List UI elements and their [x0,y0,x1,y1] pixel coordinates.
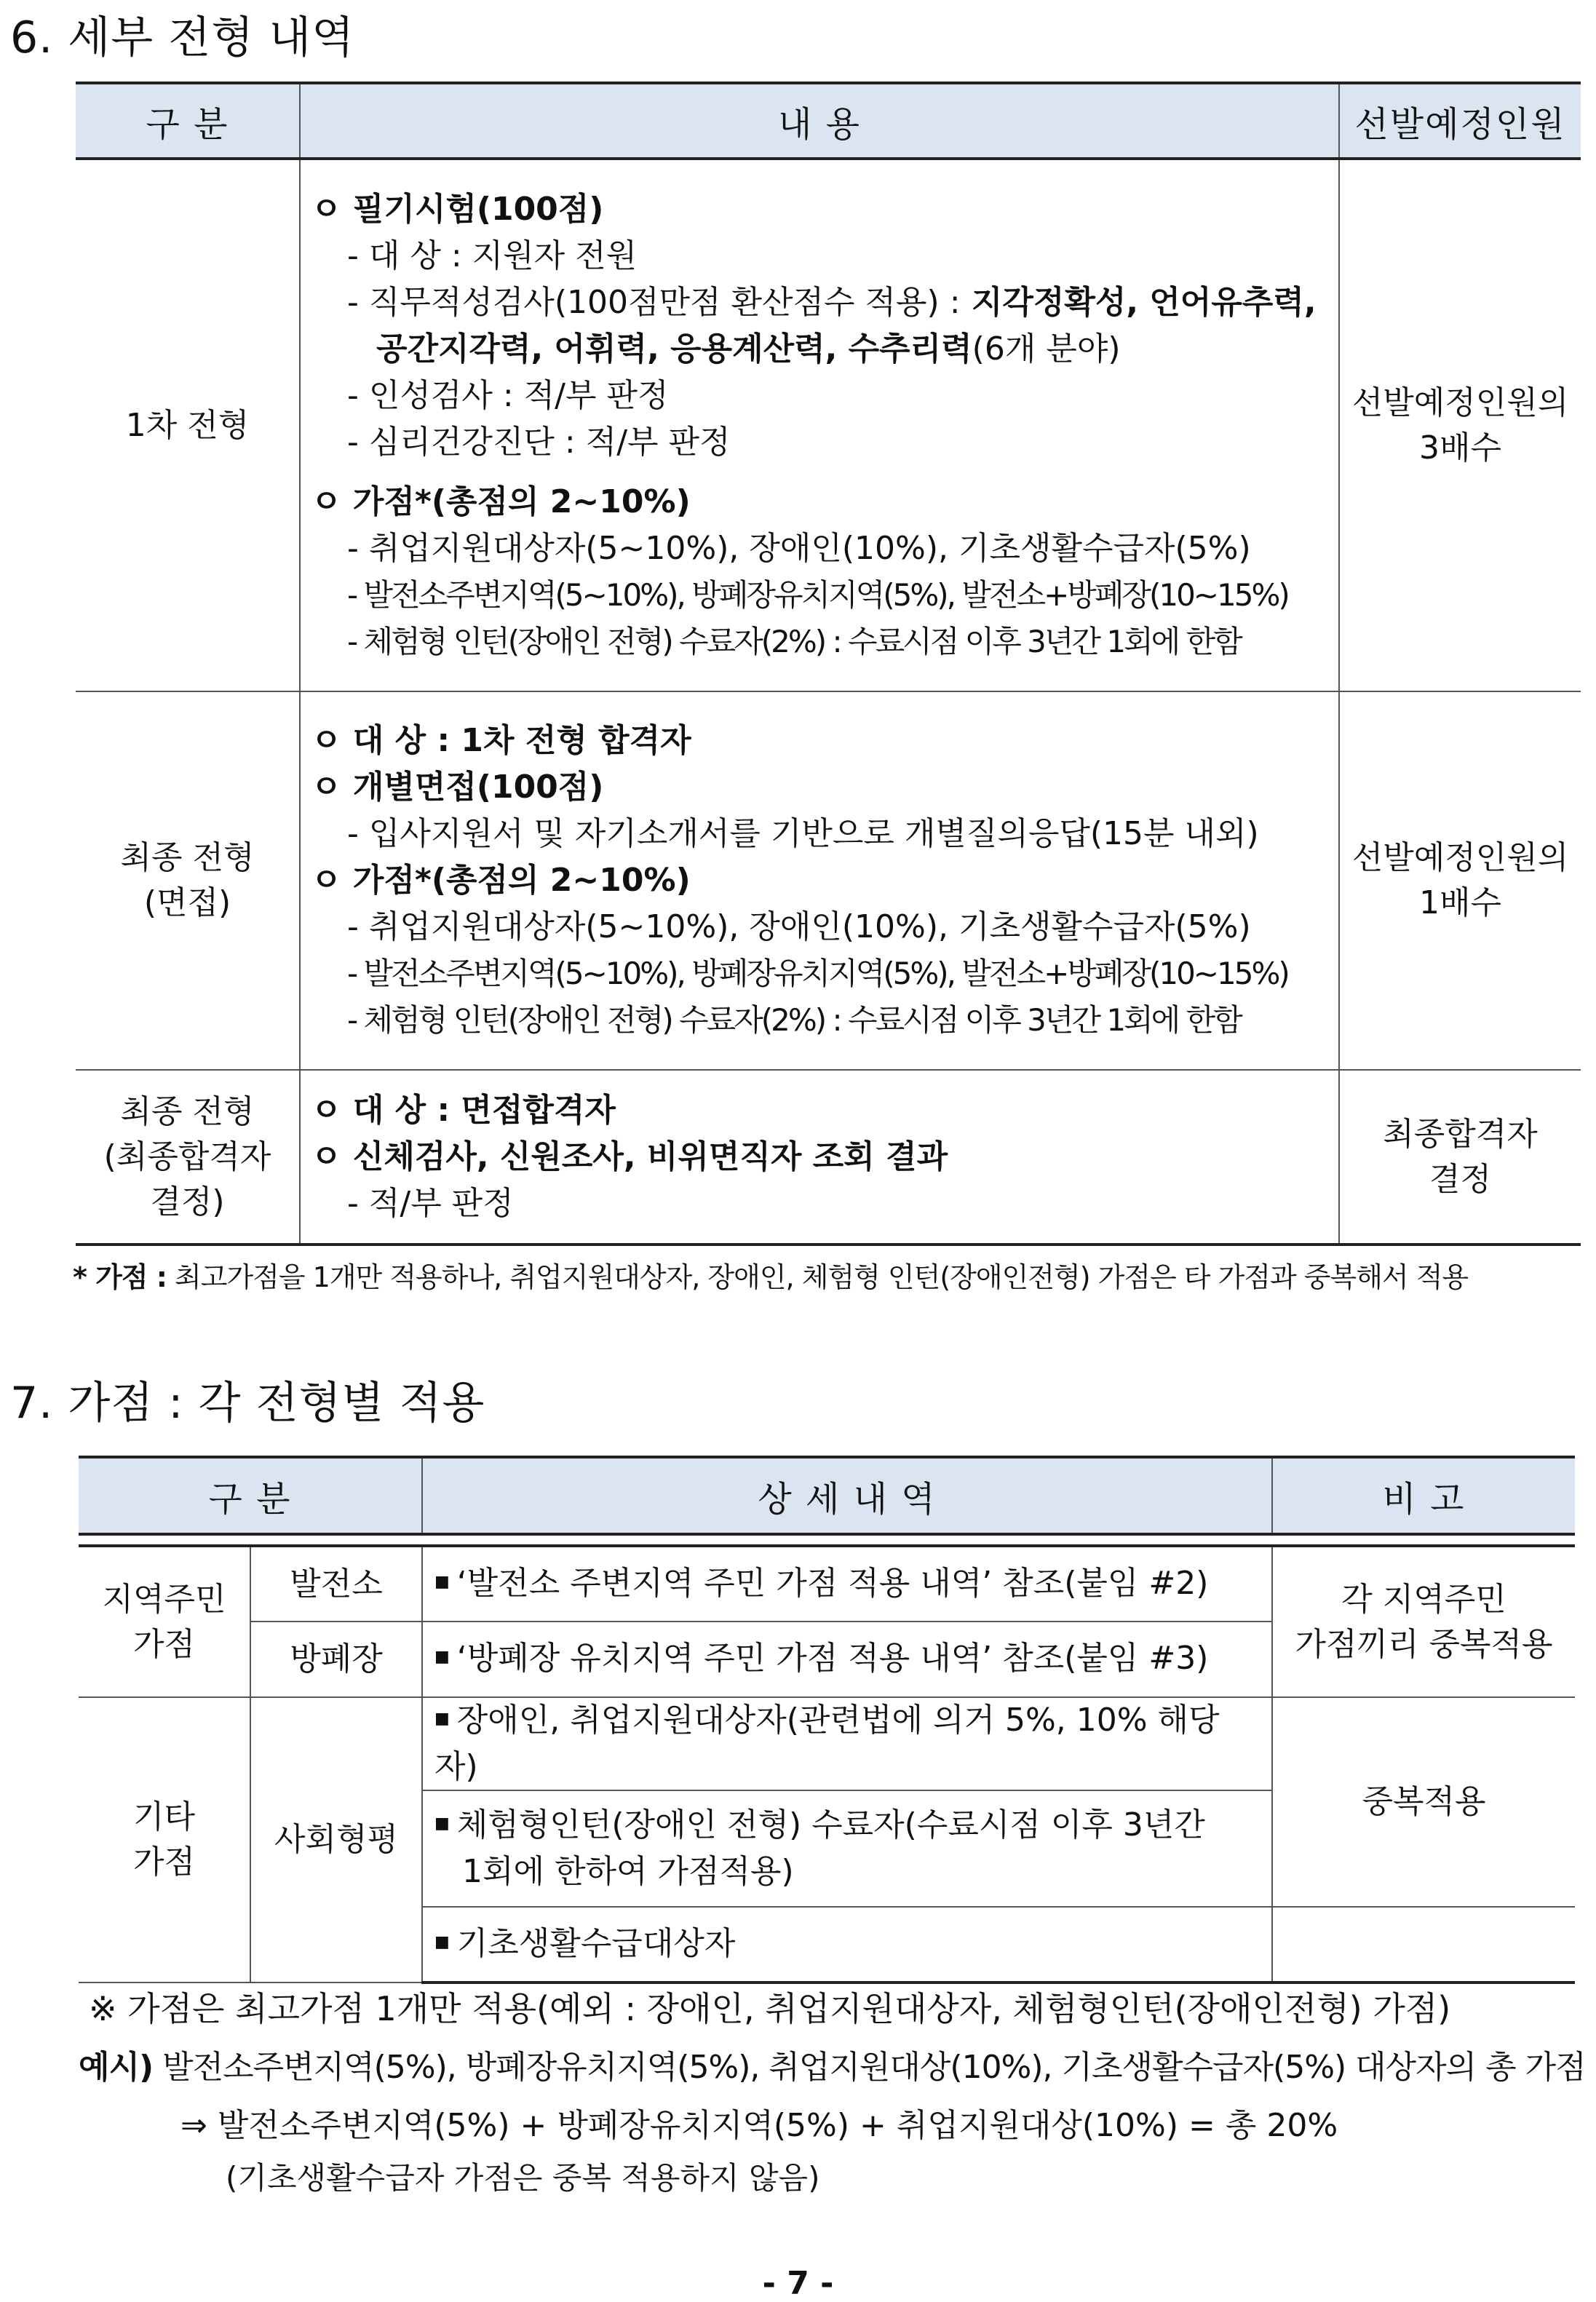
row-category [76,159,300,691]
bonus-points-table [79,1456,1575,1984]
table-row [76,691,1581,1070]
detail-intern-text-1: 체험형인턴(장애인 전형) 수료자(수료시점 이후 3년간 [456,1806,1205,1843]
detail-waste-site [422,1622,1272,1697]
row-category-line: (면접) [143,884,231,921]
content-item: ㅇ 필기시험(100점) [311,190,604,228]
example-calc: ⇒ 발전소주변지역(5%) + 방폐장유치지역(5%) + 취업지원대상(10%) = 총 20% [180,2107,1338,2144]
detail-waste-site-text: ‘방폐장 유치지역 주민 가점 적용 내역’ 참조(붙임 #3) [456,1640,1209,1677]
remark-regional [1272,1546,1575,1697]
header-quota: 선발예정인원 [1339,83,1581,159]
square-bullet-icon: ■ [434,1710,450,1728]
remark-other: 중복적용 [1272,1697,1575,1907]
example-text: 발전소주변지역(5%), 방폐장유치지역(5%), 취업지원대상(10%), 기초생활수급자(5%) 대상자의 총 가점 [153,2049,1586,2086]
bonus-note-text: 최고가점을 1개만 적용하나, 취업지원대상자, 장애인, 체험형 인턴(장애인전형) 가점은 타 가점과 중복해서 적용 [166,1261,1469,1293]
row-category-line: 최종 전형 [120,1092,255,1130]
square-bullet-icon: ■ [434,1814,450,1833]
example-note: (기초생활수급자 가점은 중복 적용하지 않음) [226,2160,820,2196]
header-remark: 비 고 [1272,1457,1575,1534]
group-regional [79,1546,250,1697]
table-header-row [79,1457,1575,1534]
group-regional-line-1: 지역주민 [102,1580,226,1618]
row-quota-line: 최종합격자 [1383,1115,1538,1153]
content-subitem [311,279,1328,326]
row-category [76,1070,300,1245]
group-other-line-2: 가점 [132,1843,195,1881]
table-header-row [76,83,1581,159]
table-row [79,1697,1575,1790]
content-subitem: - 심리건강진단 : 적/부 판정 [347,423,731,461]
example-line [79,2041,1586,2087]
group-other [79,1697,250,1983]
content-subitem: - 대 상 : 지원자 전원 [347,237,638,274]
content-subitem: - 인성검사 : 적/부 판정 [347,376,669,414]
aptitude-test-count: (6개 분야) [972,330,1121,368]
group-other-line-1: 기타 [132,1798,195,1835]
content-item: ㅇ 가점*(총점의 2~10%) [311,862,691,899]
row-content [300,1070,1339,1245]
section-7-title: 7. 가점 : 각 전형별 적용 [10,1378,485,1429]
content-subitem-continued [311,326,1328,373]
header-category: 구 분 [79,1457,422,1534]
sub-waste-site: 방폐장 [250,1622,422,1697]
header-content: 내 용 [300,83,1339,159]
detail-intern-text-2: 1회에 한하여 가점적용) [462,1853,794,1890]
row-quota-line: 1배수 [1418,884,1501,921]
remark-regional-line-1: 각 지역주민 [1341,1580,1506,1618]
bonus-note [73,1255,1468,1295]
content-subitem: - 입사지원서 및 자기소개서를 기반으로 개별질의응답(15분 내외) [347,815,1259,852]
content-subitem: - 체험형 인턴(장애인 전형) 수료자(2%) : 수료시점 이후 3년간 1회에 한함 [347,1002,1241,1038]
detail-disabled-veterans-text: 장애인, 취업지원대상자(관련법에 의거 5%, 10% 해당자) [434,1702,1220,1785]
sub-social-equity: 사회형평 [250,1697,422,1983]
row-category-line: (최종합격자 [103,1138,271,1175]
sub-power-plant: 발전소 [250,1546,422,1622]
content-item: ㅇ 대 상 : 면접합격자 [311,1091,616,1129]
detail-power-plant [422,1546,1272,1622]
aptitude-test-areas: 지각정확성, 언어유추력, [960,283,1317,321]
table-row [76,1070,1581,1245]
row-quota-line: 결정 [1429,1160,1491,1198]
row-category [76,691,300,1070]
table-row [76,159,1581,691]
content-item: ㅇ 가점*(총점의 2~10%) [311,483,691,520]
spacer [311,466,1328,479]
content-subitem: - 발전소주변지역(5~10%), 방폐장유치지역(5%), 발전소+방폐장(10~15%) [347,576,1288,613]
row-category-line: 결정) [150,1183,225,1221]
row-content [300,159,1339,691]
group-regional-line-2: 가점 [132,1625,195,1663]
selection-detail-table [76,82,1581,1246]
row-quota [1339,691,1581,1070]
content-item: ㅇ 신체검사, 신원조사, 비위면직자 조회 결과 [311,1138,948,1175]
detail-basic-livelihood [422,1907,1272,1983]
example-label: 예시) [79,2049,154,2086]
section-6-title: 6. 세부 전형 내역 [10,12,355,63]
row-quota [1339,1070,1581,1245]
content-subitem: - 취업지원대상자(5~10%), 장애인(10%), 기초생활수급자(5%) [347,908,1251,945]
square-bullet-icon: ■ [434,1648,450,1666]
remark-empty [1272,1907,1575,1983]
aptitude-test-areas-cont: 공간지각력, 어휘력, 응용계산력, 수추리력 [376,330,972,368]
detail-power-plant-text: ‘발전소 주변지역 주민 가점 적용 내역’ 참조(붙임 #2) [456,1564,1209,1602]
content-item: ㅇ 개별면접(100점) [311,769,604,806]
content-subitem: - 발전소주변지역(5~10%), 방폐장유치지역(5%), 발전소+방폐장(10~15%) [347,956,1288,991]
detail-basic-livelihood-text: 기초생활수급대상자 [456,1924,736,1962]
square-bullet-icon: ■ [434,1932,450,1951]
remark-regional-line-2: 가점끼리 중복적용 [1295,1625,1553,1663]
square-bullet-icon: ■ [434,1572,450,1591]
row-quota [1339,159,1581,691]
aptitude-test-label: - 직무적성검사(100점만점 환산점수 적용) : [347,283,961,321]
detail-disabled-veterans [422,1697,1272,1790]
content-item: ㅇ 대 상 : 1차 전형 합격자 [311,722,691,759]
content-subitem: - 취업지원대상자(5~10%), 장애인(10%), 기초생활수급자(5%) [347,529,1251,567]
page-number: - 7 - [762,2265,834,2302]
detail-intern [422,1790,1272,1907]
header-category: 구 분 [76,83,300,159]
table-row [79,1546,1575,1622]
bonus-note-label: * 가점 : [73,1261,167,1293]
row-category-line: 1차 전형 [125,406,250,444]
row-content [300,691,1339,1070]
content-subitem: - 적/부 판정 [347,1184,514,1222]
row-quota-line: 선발예정인원의 [1351,839,1569,876]
row-quota-line: 선발예정인원의 [1351,384,1569,421]
row-category-line: 최종 전형 [120,839,255,876]
header-detail: 상 세 내 역 [422,1457,1272,1534]
header-separator [79,1534,1575,1546]
footnote-max-bonus: ※ 가점은 최고가점 1개만 적용(예외 : 장애인, 취업지원대상자, 체험형인턴(장애인전형) 가점) [89,1989,1451,2028]
row-quota-line: 3배수 [1418,429,1501,467]
content-subitem: - 체험형 인턴(장애인 전형) 수료자(2%) : 수료시점 이후 3년간 1회에 한함 [347,623,1241,659]
